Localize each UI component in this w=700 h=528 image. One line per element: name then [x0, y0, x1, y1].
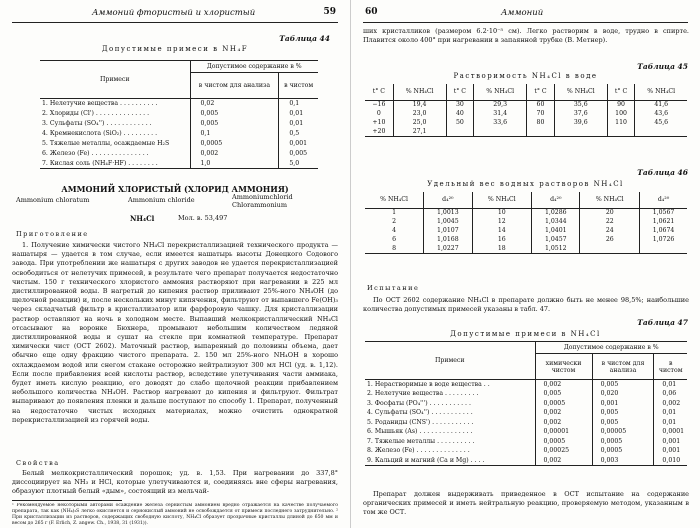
table-45-head-cell: % NH₄Cl [635, 84, 687, 100]
section-properties: Свойства [16, 459, 60, 467]
table-47-sub-1: химически чистом [535, 354, 592, 380]
header-rule [12, 22, 338, 23]
table-45-cell: 37,6 [554, 109, 607, 118]
table-45-cell: 40 [446, 109, 474, 118]
impurity-value: 0,00001 [535, 427, 592, 437]
header-rule [363, 22, 688, 23]
table-46-cell: 8 [365, 244, 424, 253]
impurity-value: 0,002 [535, 456, 592, 466]
table-46-cell: 1,0674 [640, 226, 687, 235]
closing-text: Препарат должен выдерживать приведенное в ОСТ испытание на содержание органических примесей и иметь нейтральную реакцию, проверяемую методом, указанным в том же ОСТ. [363, 490, 689, 517]
table-46-cell: 1,0013 [424, 208, 472, 217]
table-45-head-cell: t° C [446, 84, 474, 100]
impurity-value: 0,002 [535, 418, 592, 428]
table-46-cell: 12 [472, 217, 532, 226]
impurity-value: 0,00025 [535, 446, 592, 456]
table-45-cell: 29,3 [474, 100, 527, 109]
table-46-cell: 1,0567 [640, 208, 687, 217]
german-name-1: Ammoniumchlorid [232, 193, 293, 201]
table-row [365, 244, 687, 253]
value-analytical: 0,02 [190, 99, 279, 109]
table-46-cell: 1,0401 [532, 226, 580, 235]
table-45-cell [635, 127, 687, 136]
table-45-cell [527, 127, 555, 136]
table-45-head-cell: t° C [527, 84, 555, 100]
impurity-name: 6. Железо (Fe) . . . . . . . . . . . . . . . [42, 150, 149, 157]
table-45-cell: 110 [607, 118, 635, 127]
table-46-label: Таблица 46 [637, 168, 688, 177]
table-45-cell [474, 127, 527, 136]
footnote-rule [12, 500, 122, 501]
table-45-head-cell: % NH₄Cl [393, 84, 446, 100]
table-46-head-cell: d₄²⁰ [640, 192, 687, 208]
table-45-head-cell: % NH₄Cl [554, 84, 607, 100]
table-46-cell [640, 244, 687, 253]
table-44-group-head: Допустимое содержание в % [190, 61, 318, 73]
impurity-name: 3. Сульфаты (SO₄'') . . . . . . . . . . . . [42, 120, 152, 127]
table-row [365, 100, 687, 109]
table-47 [365, 341, 687, 466]
table-46-cell: 1,0107 [424, 226, 472, 235]
table-46-cell: 1,0457 [532, 235, 580, 244]
table-45-cell: 23,0 [393, 109, 446, 118]
table-45-head-cell: % NH₄Cl [474, 84, 527, 100]
impurity-value: 0,005 [592, 418, 654, 428]
table-row [365, 408, 687, 418]
table-45-cell: 43,6 [635, 109, 687, 118]
table-row [365, 109, 687, 118]
table-45-cell: 25,0 [393, 118, 446, 127]
table-row [365, 217, 687, 226]
impurity-name: 5. Роданиды (CNS') . . . . . . . . . . . [367, 418, 474, 426]
table-46-cell: 1,0344 [532, 217, 580, 226]
substance-title: АММОНИЙ ХЛОРИСТЫЙ (ХЛОРИД АММОНИЯ) [61, 184, 289, 194]
value-analytical: 1,0 [190, 159, 279, 169]
value-pure: 0,01 [279, 109, 318, 119]
table-45-cell: 35,6 [554, 100, 607, 109]
table-45-label: Таблица 45 [637, 62, 688, 71]
impurity-value: 0,06 [654, 389, 687, 399]
running-header: Аммоний фтористый и хлористый [92, 8, 256, 18]
table-46-title: Удельный вес водных растворов NH₄Cl [427, 180, 624, 188]
value-pure: 5,0 [279, 159, 318, 169]
table-45-cell: 39,6 [554, 118, 607, 127]
impurity-value: 0,005 [535, 389, 592, 399]
table-44-sub-1: в чистом для анализа [190, 73, 279, 99]
table-46-cell: 1,0286 [532, 208, 580, 217]
properties-text: Белый мелкокристаллический порошок; уд. в. 1,53. При нагревании до 337,8° диссоциирует на NH₃ и HCl, которые улетучиваются и, соединяясь вне сферы нагревания, образуют плотный белый «дым», состоящий из мельчай- [12, 469, 338, 496]
table-45-cell: 60 [527, 100, 555, 109]
german-name-2: Chlorammonium [232, 201, 287, 209]
impurity-value: 0,001 [654, 446, 687, 456]
value-analytical: 0,005 [190, 119, 279, 129]
impurity-value: 0,002 [654, 399, 687, 409]
table-row [40, 119, 318, 129]
impurity-name: 7. Кислая соль (NH₄F·HF) . . . . . . . . [40, 159, 190, 169]
value-pure: 0,005 [279, 149, 318, 159]
continuation-text: ших кристалликов (размером 6.2·10⁻⁵ см). Легко растворим в воде, трудно в спирте. Плавится около 400° при нагревании в запаянной трубке (В. Метнер). [363, 27, 689, 45]
table-44-label: Таблица 44 [279, 34, 330, 43]
impurity-value: 0,001 [592, 399, 654, 409]
table-47-group-head: Допустимое содержание в % [535, 342, 687, 354]
impurity-value: 0,002 [535, 408, 592, 418]
table-45-cell: 19,4 [393, 100, 446, 109]
table-45-cell: 41,6 [635, 100, 687, 109]
value-pure: 0,1 [279, 99, 318, 109]
table-row [365, 427, 687, 437]
table-row [40, 129, 318, 139]
section-preparation: Приготовление [16, 230, 89, 238]
table-46-head-cell: % NH₄Cl [472, 192, 532, 208]
impurity-value: 0,01 [654, 380, 687, 390]
impurity-name: 1. Нерастворимые в воде вещества . . [367, 381, 490, 388]
table-row [40, 109, 318, 119]
table-45-cell: 0 [376, 110, 381, 117]
table-45-cell: 100 [607, 109, 635, 118]
table-46-cell: 1,0045 [424, 217, 472, 226]
table-46 [365, 192, 687, 254]
impurity-value: 0,003 [592, 456, 654, 466]
right-page [350, 0, 700, 528]
running-header: Аммоний [501, 8, 544, 18]
table-45-cell: 45,6 [635, 118, 687, 127]
table-46-head-cell: % NH₄Cl [580, 192, 640, 208]
impurity-name: 4. Кремнекислота (SiO₂) . . . . . . . . . [42, 130, 158, 137]
table-46-cell: 14 [472, 226, 532, 235]
table-row [40, 159, 318, 169]
impurity-name: 2. Хлориды (Cl') . . . . . . . . . . . . . . [42, 110, 150, 117]
table-45-title: Растворимость NH₄Cl в воде [453, 72, 598, 80]
table-row [365, 456, 687, 466]
table-46-cell: 18 [472, 244, 532, 253]
impurity-value: 0,020 [592, 389, 654, 399]
table-45-cell: −16 [372, 101, 386, 109]
table-46-head-cell: d₄²⁰ [424, 192, 472, 208]
table-46-head-cell: % NH₄Cl [365, 192, 424, 208]
impurity-value: 0,01 [654, 418, 687, 428]
table-row [365, 118, 687, 127]
table-44-title: Допустимые примеси в NH₄F [101, 45, 249, 53]
impurity-name: 9. Кальций и магний (Ca и Mg) . . . . [365, 456, 535, 466]
table-row [365, 380, 687, 390]
table-45-head-cell: t° C [365, 84, 393, 100]
value-pure: 0,001 [279, 139, 318, 149]
table-row [365, 389, 687, 399]
impurity-value: 0,0001 [654, 427, 687, 437]
value-analytical: 0,005 [190, 109, 279, 119]
table-45-cell: 80 [527, 118, 555, 127]
table-row [365, 208, 687, 217]
footnote: ¹ Рекомендуемое некоторыми авторами осаждение железа сернистым аммонием вредно отражается на качестве получаемого препарата, так как (NH₄)₂S легко окисляется и сернокислый аммоний не освобождается от примеси последнего затруднительно. ² При кристаллизации из растворов, содержащих свободную кислоту, NH₄Cl образует прозрачные кристаллы длиной до 650 мм и весом до 265 г (F. Erlich, Z. angew. Ch., 1938, 31 (1931)). [12, 503, 338, 526]
table-row [365, 235, 687, 244]
impurity-name: 5. Тяжелые металлы, осаждаемые H₂S [42, 140, 170, 147]
impurity-value: 0,0005 [592, 446, 654, 456]
formula: NH₄Cl [130, 214, 155, 223]
table-47-title: Допустимые примеси в NH₄Cl [450, 330, 601, 338]
table-45-cell [554, 127, 607, 136]
table-45-cell: 30 [446, 100, 474, 109]
table-46-cell: 1,0227 [424, 244, 472, 253]
table-row [40, 149, 318, 159]
table-45-cell [446, 127, 474, 136]
table-45-cell: 50 [446, 118, 474, 127]
table-46-cell: 1,0726 [640, 235, 687, 244]
table-45-cell: 90 [607, 100, 635, 109]
table-46-cell: 10 [472, 208, 532, 217]
impurity-name: 7. Тяжелые металлы . . . . . . . . . . [367, 437, 475, 445]
table-44-col-head: Примеси [40, 61, 190, 99]
table-46-cell: 4 [392, 227, 397, 234]
table-46-cell: 1,0168 [424, 235, 472, 244]
table-row [40, 139, 318, 149]
table-46-cell: 20 [580, 208, 640, 217]
table-row [40, 99, 318, 109]
impurity-name: 3. Фосфаты (PO₄''') . . . . . . . . . . . [367, 399, 471, 407]
molecular-weight: Мол. в. 53,497 [178, 214, 228, 222]
table-46-cell: 26 [580, 235, 640, 244]
table-46-cell [580, 244, 640, 253]
table-45-cell: 70 [527, 109, 555, 118]
table-45-cell: 31,4 [474, 109, 527, 118]
testing-text: По ОСТ 2602 содержание NH₄Cl в препарате должно быть не менее 98,5%; наибольшие количества допустимых примесей указаны в табл. 47. [363, 296, 689, 314]
table-45-cell: 33,6 [474, 118, 527, 127]
table-row [365, 226, 687, 235]
table-46-cell: 1 [392, 209, 397, 217]
english-name: Ammonium chloride [128, 196, 195, 204]
impurity-value: 0,0005 [592, 437, 654, 447]
value-pure: 0,5 [279, 129, 318, 139]
table-47-sub-2: в чистом для анализа [592, 354, 654, 380]
table-45-cell [607, 127, 635, 136]
impurity-name: 8. Железо (Fe) . . . . . . . . . . . . . . [367, 447, 470, 455]
table-47-col-head: Примеси [365, 342, 535, 380]
impurity-value: 0,005 [592, 380, 654, 390]
impurity-value: 0,001 [654, 437, 687, 447]
impurity-value: 0,00005 [592, 427, 654, 437]
table-45 [365, 84, 687, 137]
table-45-cell: +10 [372, 119, 386, 126]
table-row [365, 418, 687, 428]
table-row [365, 127, 687, 136]
table-46-cell: 1,0512 [532, 244, 580, 253]
value-pure: 0,01 [279, 119, 318, 129]
impurity-name: 1. Нелетучие вещества . . . . . . . . . . [42, 100, 158, 108]
table-46-cell: 2 [392, 218, 397, 225]
table-45-head-cell: t° C [607, 84, 635, 100]
table-46-cell: 24 [580, 226, 640, 235]
table-45-cell: +20 [365, 127, 393, 136]
table-row [365, 399, 687, 409]
value-analytical: 0,0005 [190, 139, 279, 149]
table-45-cell: 27,1 [393, 127, 446, 136]
preparation-text: 1. Получение химически чистого NH₄Cl перекристаллизацией технического продукта — нашатыря — удается в том случае, если имеется нашатырь высоты Донецкого Содового завода. При употреблении же нашатыря с других заводов не удается перекристаллизацией освободиться от нелетучих примесей, в результате чего препарат получается недостаточно чистым. 150 г технического хлористого аммония растворяют при нагревании в 225 мл дистиллированной воды. В нагретый до кипения раствор приливают 25%-ного NH₄OH (до щелочной реакции) и, после нескольких минут кипячения, фильтруют от выпавшего Fe(OH)₃ через складчатый фильтр в кристаллизатор или фарфоровую чашку. Для кристаллизации раствор оставляют на ночь в холодном месте. Выпавший мелкокристаллический NH₄Cl отсасывают на воронке Бюхнера, промывают небольшим количеством ледяной дистиллированной воды и сушат на стекле при комнатной температуре. Препарат химически чист (ОСТ 2602). Маточный раствор, выпаренный до половины объема, дает обычно еще одну фракцию чистого препарата. 2. 150 мл 25%-ного NH₄OH в хорошо охлаждаемом водой или снегом стакане осторожно нейтрализуют 300 мл HCl (уд. в. 1,12). Если после прибавления всей кислоты раствор, вследствие улетучивания части аммиака, будет иметь кислую реакцию, его доводят до слабо щелочной реакции прибавлением небольшого количества NH₄OH. Раствор нагревают до кипения и фильтруют. Фильтрат выпаривают до появления пленки и дальше поступают по способу 1. Препарат, полученный на недостаточно чистых исходных материалах, можно очистить однократной перекристаллизацией из горячей воды. [12, 241, 338, 424]
table-row [365, 437, 687, 447]
impurity-value: 0,010 [654, 456, 687, 466]
page-number: 60 [365, 7, 378, 17]
table-46-cell: 22 [580, 217, 640, 226]
table-47-sub-3: в чистом [654, 354, 687, 380]
impurity-value: 0,005 [592, 408, 654, 418]
impurity-value: 0,01 [654, 408, 687, 418]
impurity-value: 0,0005 [535, 399, 592, 409]
table-44-sub-2: в чистом [279, 73, 318, 99]
table-46-cell: 16 [472, 235, 532, 244]
value-analytical: 0,002 [190, 149, 279, 159]
table-46-cell: 1,0621 [640, 217, 687, 226]
impurity-value: 0,0005 [535, 437, 592, 447]
table-46-head-cell: d₄²⁰ [532, 192, 580, 208]
table-row [365, 446, 687, 456]
impurity-value: 0,002 [535, 380, 592, 390]
latin-name-1: Ammonium chloratum [16, 196, 90, 204]
table-47-label: Таблица 47 [637, 318, 688, 327]
value-analytical: 0,1 [190, 129, 279, 139]
impurity-name: 4. Сульфаты (SO₄'') . . . . . . . . . . . [367, 409, 473, 417]
impurity-name: 2. Нелетучие вещества . . . . . . . . . [367, 390, 479, 398]
impurity-name: 6. Мышьяк (As) . . . . . . . . . . . . . . [367, 428, 473, 436]
page-number: 59 [323, 7, 336, 17]
section-testing: Испытание [367, 284, 420, 292]
table-44 [40, 60, 318, 169]
table-46-cell: 6 [392, 236, 397, 243]
